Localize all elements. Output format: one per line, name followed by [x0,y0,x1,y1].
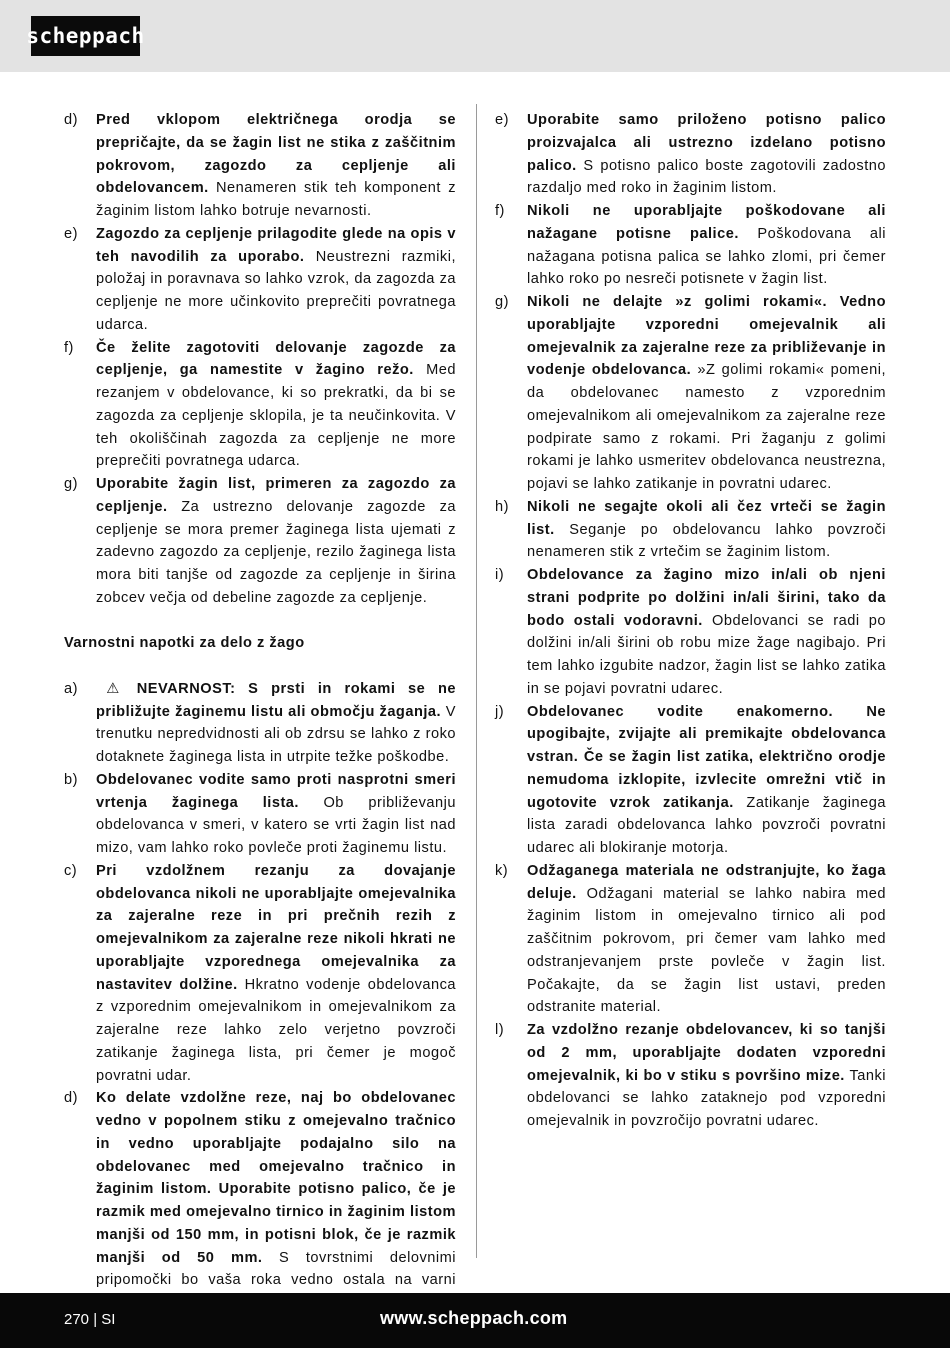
item-bold-text: Če želite zagotoviti delovanje zagozde za cepljenje, ga namestite v žagino režo. [96,339,456,379]
item-text: Zatikanje žaginega lista zaradi obdelovanca lahko povzroči povratni udarec ali blokiranje motorja. [527,794,886,856]
list-item-d2 [64,1087,456,1315]
item-label: h) [495,498,509,515]
right-column [495,109,886,1133]
spacer [64,655,456,678]
item-text: Za ustrezno delovanje zagozde za cepljenje se mora premer žaginega lista ujemati z zadevno zagozdo za cepljenje, rezilo žaginega lista mora biti tanjše od zagozde za cepljenje in širina zobcev večja od debeline zagozde za cepljenje. [96,498,456,606]
item-text: V trenutku nepredvidnosti ali ob zdrsu se lahko z roko dotaknete žaginega lista in utrpite težke poškodbe. [96,703,456,765]
page-footer [0,1293,950,1348]
item-label: f) [495,203,505,219]
item-text: Med rezanjem v obdelovance, ki so prekratki, da bi se zagozda za cepljenje sklopila, je ta neučinkovita. V teh okoliščinah zagozda za cepljenje ne more preprečiti povratnega udarca. [96,362,456,470]
warning-triangle-icon: ⚠ [106,680,120,697]
item-bold-text: Uporabite žagin list, primeren za zagozdo za cepljenje. [96,476,456,515]
list-item-f [64,337,456,474]
item-label: d) [64,112,78,128]
item-text: Obdelovanci se radi po dolžini in/ali širini ob robu mize žage nagibajo. Pri tem lahko izgubite nadzor, žagin list se lahko zatika in se pojavi povratni udarec. [527,612,886,697]
item-text: Hkratno vodenje obdelovanca z vzporednim omejevalnikom in omejevalnikom za zajeralne reze lahko zelo verjetno povzroči zatikanje žaginega lista, pri čemer je mogoč povratni udar. [96,976,457,1084]
item-text: Tanki obdelovanci se lahko zataknejo pod vzporedni omejevalnik in povzročijo povratni udarec. [527,1067,887,1129]
list-item-k [495,860,886,1019]
page-number: 270 [64,1311,90,1328]
list-item-i [495,564,886,701]
item-label: f) [64,339,74,356]
list-item-b [64,769,456,860]
item-label: d) [64,1090,78,1107]
list-item-h [495,496,886,564]
item-bold-text: Pri vzdolžnem rezanju za dovajanje obdelovanca nikoli ne uporabljajte omejevalnika za zajeralne reze in pri prečnih rezih z omejevalnikom za zajeralne reze nikoli hkrati ne uporabljajte vzporednega omejevalnika za nastavitev dolžine. [96,862,456,993]
item-label: e) [495,112,509,128]
item-label: b) [64,771,78,788]
item-bold-text: Za vzdolžno rezanje obdelovancev, ki so tanjši od 2 mm, uporabljajte dodaten vzporedni omejevalnik, ki bo v stiku s površino mize. [527,1022,886,1084]
list-item-d [64,109,456,223]
item-text: S tovrstnimi delovnimi pripomočki bo vaša roka vedno ostala na varni [96,1249,457,1289]
item-text: Ob približevanju obdelovanca v smeri, v katero se vrti žagin list nad mizo, vam lahko roko povleče proti žaginemu listu. [96,794,456,856]
item-label: c) [64,862,78,879]
list-item-e [64,223,456,337]
item-text: »Z golimi rokami« pomeni, da obdelovanec namesto z vzporednim omejevalnikom ali omejevalnikom za zajeralne reze podpirate samo z rokami. Pri žaganju z golimi rokami je lahko usmeritev obdelovanca neustrezna, pojavi se lahko zatikanje in povratni udarec. [527,362,886,492]
item-text: Nenameren stik teh komponent z žaginim listom lahko botruje nevarnosti. [96,180,456,219]
logo-text: scheppach [26,24,145,48]
item-bold-text: Nikoli ne delajte »z golimi rokami«. Vedno uporabljajte vzporedni omejevalnik ali omejevalnik za zajeralne reze za približevanje in vodenje obdelovanca. [527,294,886,379]
separator: | [93,1311,98,1328]
column-divider [476,104,477,1258]
list-item-g [64,473,456,610]
item-text: Seganje po obdelovancu lahko povzroči nenameren stik z vrtečim se žaginim listom. [527,521,886,561]
item-bold-text: Zagozdo za cepljenje prilagodite glede na opis v teh navodilih za uporabo. [96,225,456,265]
list-item-g [495,291,886,496]
language-code: SI [101,1311,116,1328]
list-item-e [495,109,886,200]
list-item-c [64,860,456,1088]
item-bold-text: Nikoli ne segajte okoli ali čez vrteči se žagin list. [527,498,886,538]
scheppach-logo [26,16,145,56]
item-label: g) [495,294,509,310]
item-bold-text: Nikoli ne uporabljajte poškodovane ali nažagane potisne palice. [527,203,886,242]
item-bold-text: Obdelovanec vodite enakomerno. Ne upogibajte, zvijajte ali premikajte obdelovanca vstran. Če se žagin list zatika, električno orodje nemudoma izklopite, izvlecite omrežni vtič in ugotovite vzrok zatikanja. [527,703,886,811]
item-label: a) [64,680,78,697]
item-label: l) [495,1022,505,1038]
item-text: S potisno palico boste zagotovili zadostno razdaljo med roko in žaginim listom. [527,157,886,197]
website-link[interactable]: www.scheppach.com [380,1308,568,1328]
item-label: e) [64,225,78,242]
item-bold-text: Pred vklopom električnega orodja se prepričajte, da se žagin list ne stika z zaščitnim pokrovom, zagozdo za cepljenje ali obdelovancem. [96,112,456,197]
item-label: k) [495,862,509,879]
page-header [0,0,950,72]
item-text: Neustrezni razmiki, položaj in poravnava so lahko vzrok, da zagozda za cepljenje ne more učinkovito preprečiti povratnega udarca. [96,248,456,333]
left-column [64,109,456,1315]
item-text: Poškodovana ali nažagana potisna palica se lahko zlomi, pri čemer lahko roko po nesreči potisnete v žagin list. [527,225,886,288]
section-heading: Varnostni napotki za delo z žago [64,635,305,652]
item-bold-text: NEVARNOST: S prsti in rokami se ne približujte žaginemu listu ali območju žaganja. [96,680,456,720]
item-bold-text: Obdelovanec vodite samo proti nasprotni smeri vrtenja žaginega lista. [96,771,456,811]
list-item-l [495,1019,886,1133]
list-item-j [495,701,886,860]
spacer [64,610,456,633]
item-bold-text: Obdelovance za žagino mizo in/ali ob njeni strani podprite po dolžini in/ali širini, tako da bodo ostali vodoravni. [527,567,886,629]
list-item-f [495,200,886,291]
item-label: j) [495,703,505,720]
item-bold-text: Odžaganega materiala ne odstranjujte, ko žaga deluje. [527,862,886,902]
item-label: i) [495,567,505,583]
item-bold-text: Uporabite samo priloženo potisno palico proizvajalca ali ustrezno izdelano potisno palico. [527,112,886,174]
page-reference [64,1311,115,1328]
item-bold-text: Ko delate vzdolžne reze, naj bo obdelovanec vedno v popolnem stiku z omejevalno tračnico in vedno uporabljajte podajalno silo na obdelovanec med omejevalno tračnico in žaginim listom. Uporabite potisno palico, če je razmik med omejevalno tirnico in žaginim listom manjši od 150 mm, in potisni blok, če je razmik manjši od 50 mm. [96,1090,456,1266]
item-label: g) [64,476,78,492]
item-text: Odžagani material se lahko nabira med žaginim listom in omejevalno tirnico ali pod zaščitnim pokrovom, pri čemer vam lahko med odstranjevanjem prste povleče v žagin list. Počakajte, da se žagin list ustavi, preden odstranite material. [527,885,886,1016]
list-item-a [64,678,456,769]
